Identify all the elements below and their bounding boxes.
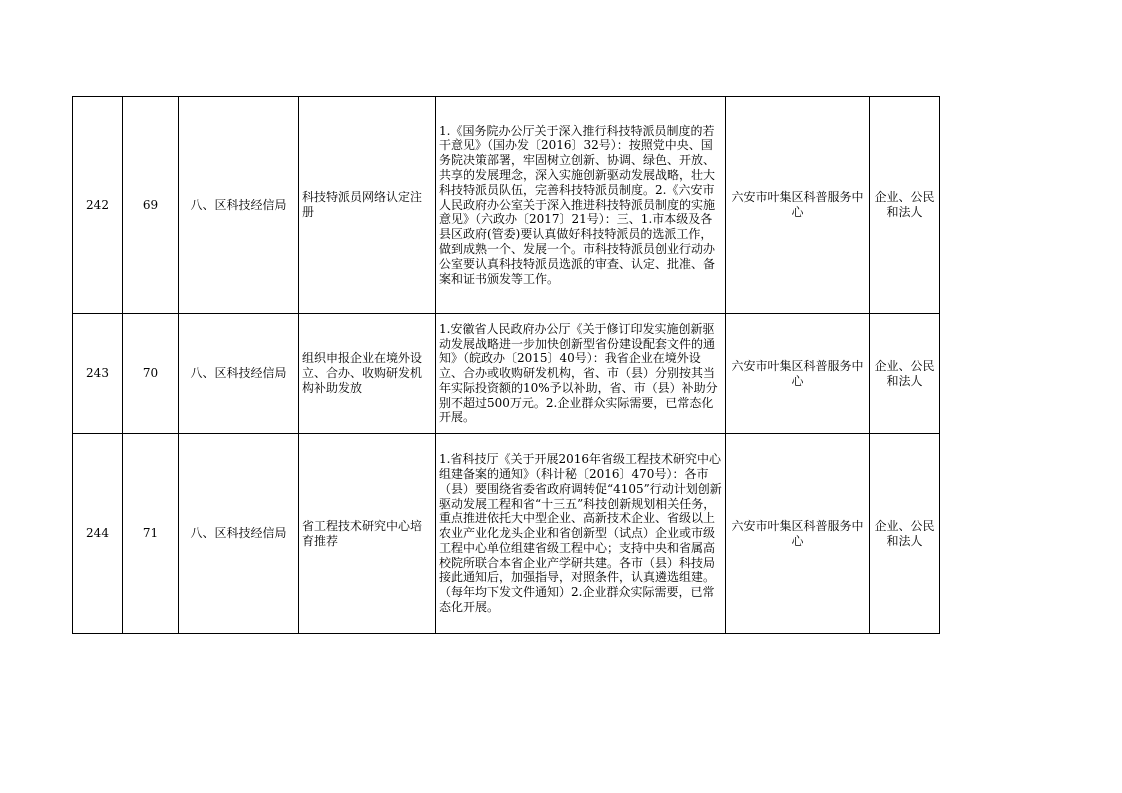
row-sub-index: 69 — [123, 97, 179, 314]
row-index: 243 — [73, 314, 123, 434]
implementing-unit-cell: 六安市叶集区科普服务中心 — [726, 314, 870, 434]
department-cell: 八、区科技经信局 — [179, 434, 299, 634]
implementing-unit-cell: 六安市叶集区科普服务中心 — [726, 97, 870, 314]
basis-text: 1.省科技厅《关于开展2016年省级工程技术研究中心组建备案的通知》（科计秘〔2016〕470号）：各市（县）要围绕省委省政府调转促“4105”行动计划创新驱动发展工程和省“十三五”科技创新规划相关任务，重点推进依托大中型企业、高新技术企业、省级以上农业产业化龙头企业和省创新型（试点）企业或市级工程中心单位组建省级工程中心；支持中央和省属高校院所联合本省企业产学研共建。各市（县）科技局接此通知后，加强指导，对照条件，认真遴选组建。（每年均下发文件通知）2.企业群众实际需要，已常态化开展。 — [439, 452, 722, 615]
table-row — [73, 434, 940, 634]
implementing-unit-cell: 六安市叶集区科普服务中心 — [726, 434, 870, 634]
department-cell: 八、区科技经信局 — [179, 97, 299, 314]
item-name-cell: 组织申报企业在境外设立、合办、收购研发机构补助发放 — [299, 314, 436, 434]
service-object-cell: 企业、公民和法人 — [870, 97, 940, 314]
basis-text: 1.安徽省人民政府办公厅《关于修订印发实施创新驱动发展战略进一步加快创新型省份建设配套文件的通知》（皖政办〔2015〕40号）：我省企业在境外设立、合办或收购研发机构，省、市（县）分别按其当年实际投资额的10%予以补助，省、市（县）补助分别不超过500万元。2.企业群众实际需要，已常态化开展。 — [439, 321, 718, 425]
row-sub-index: 71 — [123, 434, 179, 634]
table-row — [73, 314, 940, 434]
service-object-cell: 企业、公民和法人 — [870, 434, 940, 634]
table-row — [73, 97, 940, 314]
department-cell: 八、区科技经信局 — [179, 314, 299, 434]
row-index: 242 — [73, 97, 123, 314]
basis-text: 1.《国务院办公厅关于深入推行科技特派员制度的若干意见》（国办发〔2016〕32号）：按照党中央、国务院决策部署，牢固树立创新、协调、绿色、开放、共享的发展理念，深入实施创新驱动发展战略，壮大科技特派员队伍，完善科技特派员制度。2.《六安市人民政府办公室关于深入推进科技特派员制度的实施意见》（六政办〔2017〕21号）：三、1.市本级及各县区政府(管委)要认真做好科技特派员的选派工作，做到成熟一个、发展一个。市科技特派员创业行动办公室要认真科技特派员选派的审查、认定、批准、备案和证书颁发等工作。 — [439, 123, 716, 286]
item-name-cell: 科技特派员网络认定注册 — [299, 97, 436, 314]
catalog-table — [72, 96, 940, 634]
service-object-cell: 企业、公民和法人 — [870, 314, 940, 434]
row-index: 244 — [73, 434, 123, 634]
basis-cell — [436, 97, 726, 314]
row-sub-index: 70 — [123, 314, 179, 434]
basis-cell — [436, 314, 726, 434]
item-name-cell: 省工程技术研究中心培育推荐 — [299, 434, 436, 634]
basis-cell — [436, 434, 726, 634]
